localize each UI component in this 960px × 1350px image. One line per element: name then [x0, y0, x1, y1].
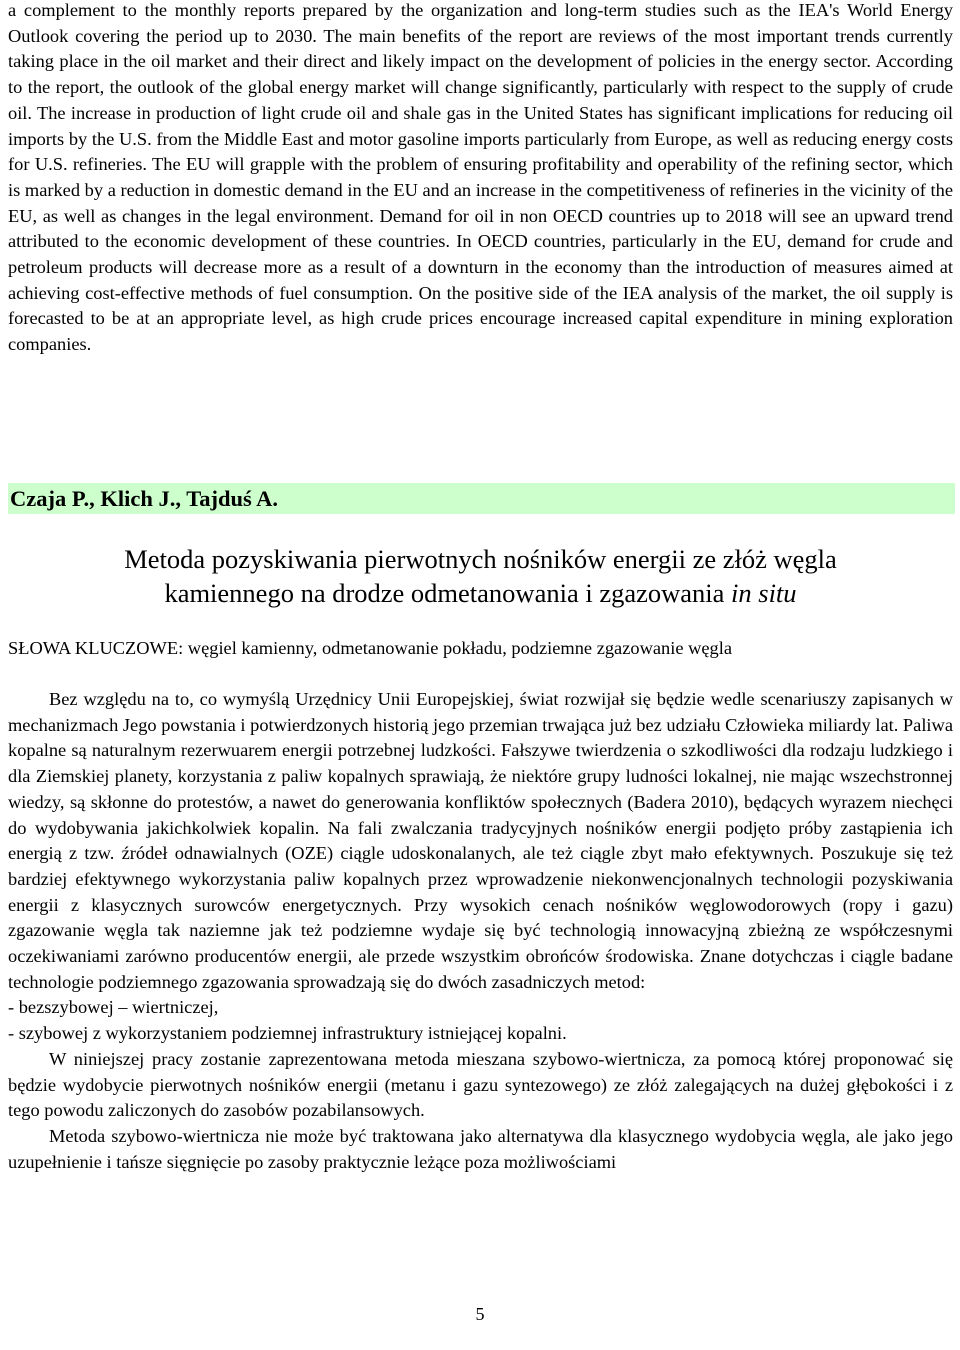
article-body	[8, 687, 953, 1175]
body-paragraph-1: Bez względu na to, co wymyślą Urzędnicy Unii Europejskiej, świat rozwijał się będzie wedle scenariuszy zapisanych w mechanizmach Jego powstania i potwierdzonych historią jego przemian trwająca już bez udziału Człowieka miliardy lat. Paliwa kopalne są naturalnym rezerwuarem energii potrzebnej ludzkości. Fałszywe twierdzenia o szkodliwości dla rodzaju ludzkiego i dla Ziemskiej planety, korzystania z paliw kopalnych sprawiają, że niektóre grupy ludności lokalnej, nie mając wszechstronnej wiedzy, są skłonne do protestów, a nawet do generowania konfliktów społecznych (Badera 2010), będących wyrazem niechęci do wydobywania jakichkolwiek kopalin. Na fali zwalczania tradycyjnych nośników energii podjęto próby zastąpienia ich energią z tzw. źródeł odnawialnych (OZE) ciągle udoskonalanych, ale też ciągle zbyt mało efektywnych. Poszukuje się też bardziej efektywnego wykorzystania paliw kopalnych przez wprowadzenie niekonwencjonalnych technologii pozyskiwania energii z klasycznych surowców energetycznych. Przy wysokich cenach nośników węglowodorowych (ropy i gazu) zgazowanie węgla tak naziemne jak też podziemne wydaje się być technologią innowacyjną zbieżną ze współczesnymi oczekiwaniami zarówno producentów energii, ale przede wszystkim obrońców środowiska. Znane dotychczas i ciągle badane technologie podziemnego zgazowania sprowadzają się do dwóch zasadniczych metod:	[8, 689, 953, 992]
article-title	[8, 542, 953, 610]
keywords-line: SŁOWA KLUCZOWE: węgiel kamienny, odmetanowanie pokładu, podziemne zgazowanie węgla	[8, 638, 732, 658]
english-summary-paragraph: a complement to the monthly reports prepared by the organization and long-term studies such as the IEA's World Energy Outlook covering the period up to 2030. The main benefits of the report are reviews of the most important trends currently taking place in the oil market and their direct and likely impact on the development of policies in the energy sector. According to the report, the outlook of the global energy market will change significantly, particularly with respect to the supply of crude oil. The increase in production of light crude oil and shale gas in the United States has significant implications for reducing oil imports by the U.S. from the Middle East and motor gasoline imports particularly from Europe, as well as reducing energy costs for U.S. refineries. The EU will grapple with the problem of ensuring profitability and operability of the refining sector, which is marked by a reduction in domestic demand in the EU and an increase in the competitiveness of refineries in the vicinity of the EU, as well as changes in the legal environment. Demand for oil in non OECD countries up to 2018 will see an upward trend attributed to the economic development of these countries. In OECD countries, particularly in the EU, demand for crude and petroleum products will decrease more as a result of a downturn in the economy than the introduction of measures aimed at achieving cost-effective methods of fuel consumption. On the positive side of the IEA analysis of the market, the oil supply is forecasted to be at an appropriate level, as high crude prices encourage increased capital expenditure in mining exploration companies.	[8, 0, 953, 355]
body-paragraph-2: W niniejszej pracy zostanie zaprezentowana metoda mieszana szybowo-wiertnicza, za pomocą której proponować się będzie wydobycie pierwotnych nośników energii (metanu i gazu syntezowego) ze złóż zalegających na dużej głębokości i z tego powodu zaliczonych do zasobów pozabilansowych.	[8, 1048, 953, 1121]
authors-heading: Czaja P., Klich J., Tajduś A.	[8, 483, 955, 514]
body-paragraph-3: Metoda szybowo-wiertnicza nie może być traktowana jako alternatywa dla klasycznego wydobycia węgla, ale jako jego uzupełnienie i tańsze sięgnięcie po zasoby praktycznie leżące poza możliwościami	[8, 1125, 953, 1172]
page-number: 5	[475, 1304, 485, 1324]
title-line-2-italic: in situ	[731, 578, 797, 608]
title-line-2-main: kamiennego na drodze odmetanowania i zgazowania	[164, 578, 732, 608]
list-item-2: - szybowej z wykorzystaniem podziemnej infrastruktury istniejącej kopalni.	[8, 1023, 567, 1044]
list-item-1: - bezszybowej – wiertniczej,	[8, 997, 219, 1018]
title-line-1: Metoda pozyskiwania pierwotnych nośników energii ze złóż węgla	[124, 544, 837, 574]
title-line-2	[8, 576, 953, 610]
